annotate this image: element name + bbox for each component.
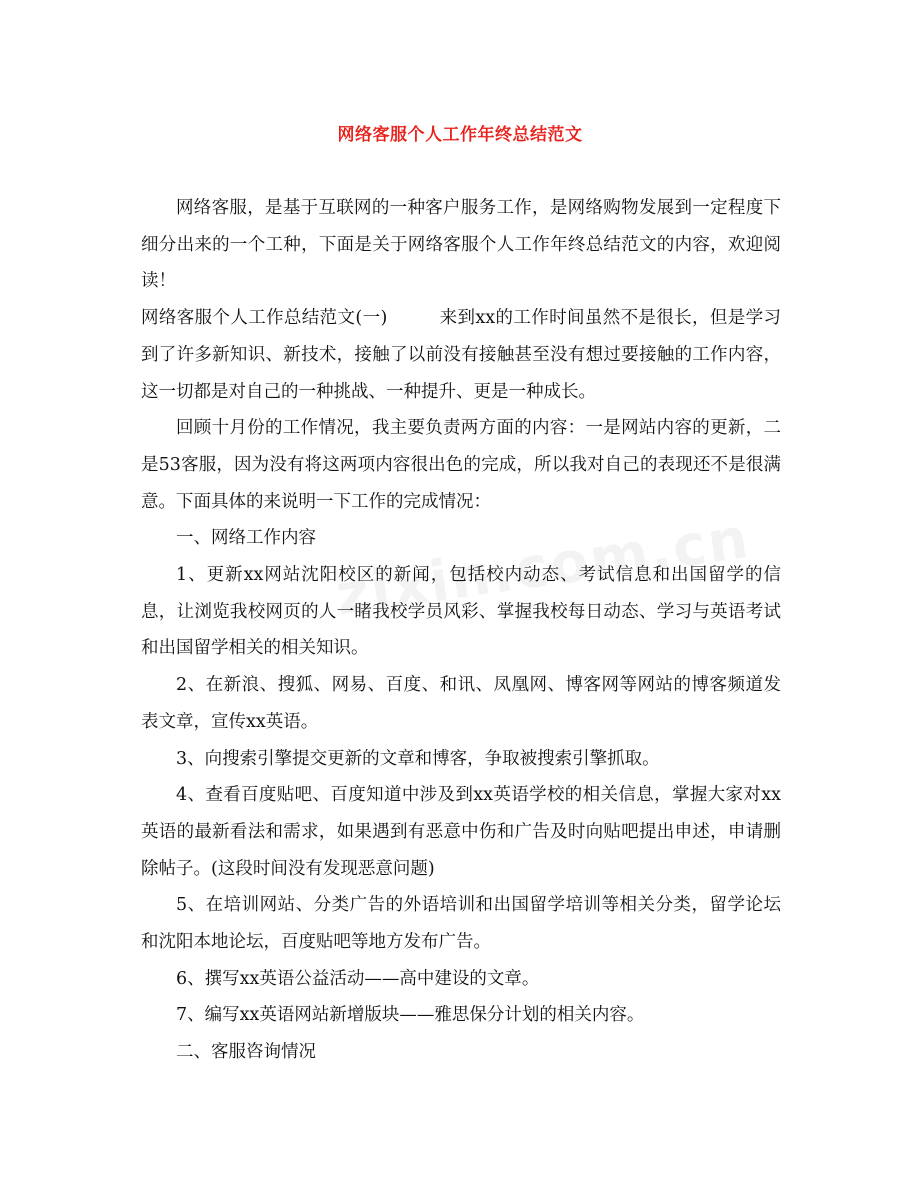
list-item: 5、在培训网站、分类广告的外语培训和出国留学培训等相关分类，留学论坛和沈阳本地论坛，百度贴吧等地方发布广告。 [141, 895, 781, 953]
document-body [141, 190, 781, 1071]
section1-heading: 网络客服个人工作总结范文(一) [141, 308, 388, 329]
intro-paragraph: 网络客服，是基于互联网的一种客户服务工作，是网络购物发展到一定程度下细分出来的一个工种，下面是关于网络客服个人工作年终总结范文的内容，欢迎阅读！ [141, 198, 781, 292]
document-title: 网络客服个人工作年终总结范文 [337, 125, 583, 145]
list-item: 3、向搜索引擎提交更新的文章和博客，争取被搜索引擎抓取。 [176, 748, 660, 769]
list-item: 4、查看百度贴吧、百度知道中涉及到xx英语学校的相关信息，掌握大家对xx英语的最新看法和需求，如果遇到有恶意中伤和广告及时向贴吧提出申述，申请删除帖子。(这段时间没有发现恶意问题) [141, 785, 781, 879]
section1-text: 来到xx的工作时间虽然不是很长，但是学习到了许多新知识、新技术，接触了以前没有接触甚至没有想过要接触的工作内容，这一切都是对自己的一种挑战、一种提升、更是一种成长。 [141, 308, 781, 402]
list-item: 1、更新xx网站沈阳校区的新闻，包括校内动态、考试信息和出国留学的信息，让浏览我校网页的人一睹我校学员风彩、掌握我校每日动态、学习与英语考试和出国留学相关的相关知识。 [141, 565, 781, 659]
list-item: 6、撰写xx英语公益活动——高中建设的文章。 [176, 968, 540, 989]
part1-heading: 一、网络工作内容 [176, 528, 316, 549]
list-item: 7、编写xx英语网站新增版块——雅思保分计划的相关内容。 [176, 1005, 645, 1026]
review-paragraph: 回顾十月份的工作情况，我主要负责两方面的内容：一是网站内容的更新，二是53客服，因为没有将这两项内容很出色的完成，所以我对自己的表现还不是很满意。下面具体的来说明一下工作的完成情况： [141, 418, 781, 512]
list-item: 2、在新浪、搜狐、网易、百度、和讯、凤凰网、博客网等网站的博客频道发表文章，宣传xx英语。 [141, 675, 781, 732]
part2-heading: 二、客服咨询情况 [176, 1042, 316, 1063]
section1-paragraph [141, 300, 781, 410]
